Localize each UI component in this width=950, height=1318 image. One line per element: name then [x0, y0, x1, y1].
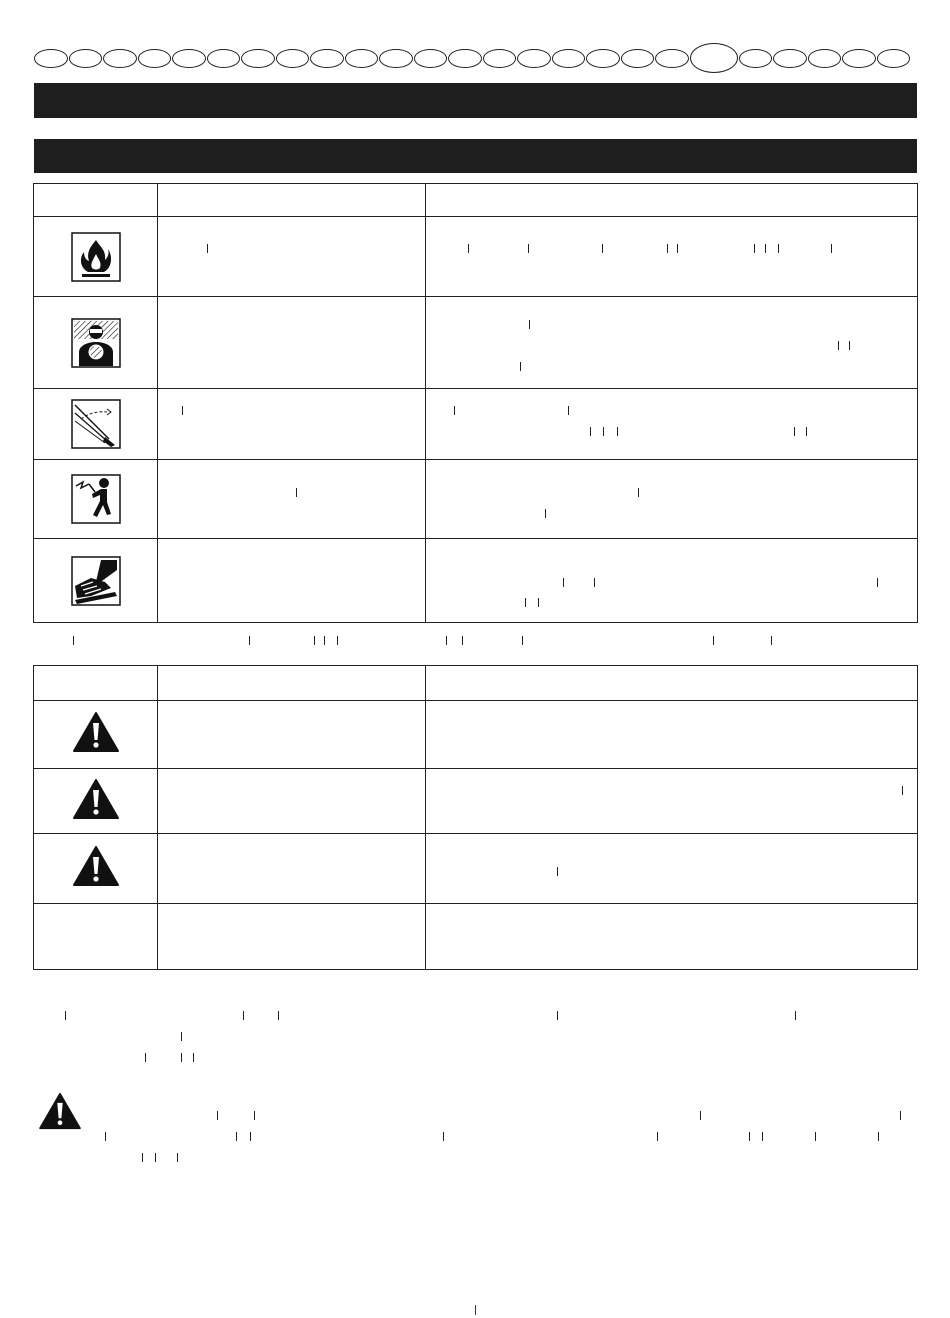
language-tab[interactable]: [842, 49, 876, 68]
section-title-bar: [34, 83, 917, 118]
language-tab[interactable]: [414, 49, 448, 68]
warning-label: [158, 904, 426, 970]
language-tab[interactable]: [172, 49, 206, 68]
column-header-meaning: [158, 666, 426, 701]
warning-description: [426, 904, 918, 970]
language-tab[interactable]: [655, 49, 689, 68]
warning-label: [158, 769, 426, 834]
hazard-label: [158, 389, 426, 460]
language-tab[interactable]: [69, 49, 103, 68]
language-tab-selected[interactable]: [690, 43, 738, 73]
table-row: [34, 539, 918, 623]
language-tab[interactable]: [34, 49, 68, 68]
table-row: [34, 297, 918, 389]
language-tab[interactable]: [310, 49, 344, 68]
eye-protection-icon: [71, 318, 121, 368]
table-row: [34, 460, 918, 539]
between-tables-text: [34, 632, 914, 648]
language-tab[interactable]: [138, 49, 172, 68]
body-paragraph: [34, 1008, 914, 1064]
warning-symbol-table: [33, 665, 918, 970]
warning-description: [426, 701, 918, 769]
language-tab[interactable]: [808, 49, 842, 68]
warning-triangle-icon: [72, 711, 120, 753]
spray-ejection-icon: [71, 399, 121, 449]
warning-triangle-icon: [72, 778, 120, 820]
column-header-description: [426, 184, 918, 217]
hazard-description: [426, 297, 918, 389]
column-header-meaning: [158, 184, 426, 217]
electric-shock-icon: [71, 474, 121, 524]
table-header-row: [34, 184, 918, 217]
empty-symbol-cell: [34, 904, 158, 970]
warning-description: [426, 769, 918, 834]
table-row: [34, 769, 918, 834]
language-tab[interactable]: [345, 49, 379, 68]
hazard-label: [158, 217, 426, 297]
language-tab[interactable]: [739, 49, 773, 68]
hazard-description: [426, 460, 918, 539]
warning-triangle-icon: [72, 845, 120, 887]
column-header-description: [426, 666, 918, 701]
hand-crush-hazard-icon: [71, 556, 121, 606]
hazard-label: [158, 460, 426, 539]
language-tab[interactable]: [586, 49, 620, 68]
subsection-title-bar: [34, 139, 917, 173]
column-header-symbol: [34, 184, 158, 217]
language-tab[interactable]: [483, 49, 517, 68]
language-tab[interactable]: [207, 49, 241, 68]
warning-label: [158, 834, 426, 904]
warning-label: [158, 701, 426, 769]
warning-description: [426, 834, 918, 904]
table-row: [34, 701, 918, 769]
language-tab[interactable]: [517, 49, 551, 68]
table-header-row: [34, 666, 918, 701]
hazard-description: [426, 217, 918, 297]
language-tab[interactable]: [379, 49, 413, 68]
hazard-description: [426, 539, 918, 623]
hazard-label: [158, 297, 426, 389]
language-tab[interactable]: [241, 49, 275, 68]
table-row: [34, 389, 918, 460]
warning-paragraph: [96, 1108, 914, 1164]
language-tab[interactable]: [621, 49, 655, 68]
fire-hazard-icon: [71, 232, 121, 282]
language-tab[interactable]: [276, 49, 310, 68]
page-number: [475, 1305, 476, 1315]
language-tab[interactable]: [448, 49, 482, 68]
warning-triangle-icon: [38, 1092, 82, 1130]
column-header-symbol: [34, 666, 158, 701]
table-row: [34, 904, 918, 970]
language-tab[interactable]: [877, 49, 911, 68]
table-row: [34, 217, 918, 297]
language-tab[interactable]: [552, 49, 586, 68]
hazard-symbol-table: [33, 183, 918, 623]
language-tab[interactable]: [103, 49, 137, 68]
language-tab-strip: [34, 46, 918, 72]
language-tab[interactable]: [773, 49, 807, 68]
hazard-label: [158, 539, 426, 623]
table-row: [34, 834, 918, 904]
hazard-description: [426, 389, 918, 460]
